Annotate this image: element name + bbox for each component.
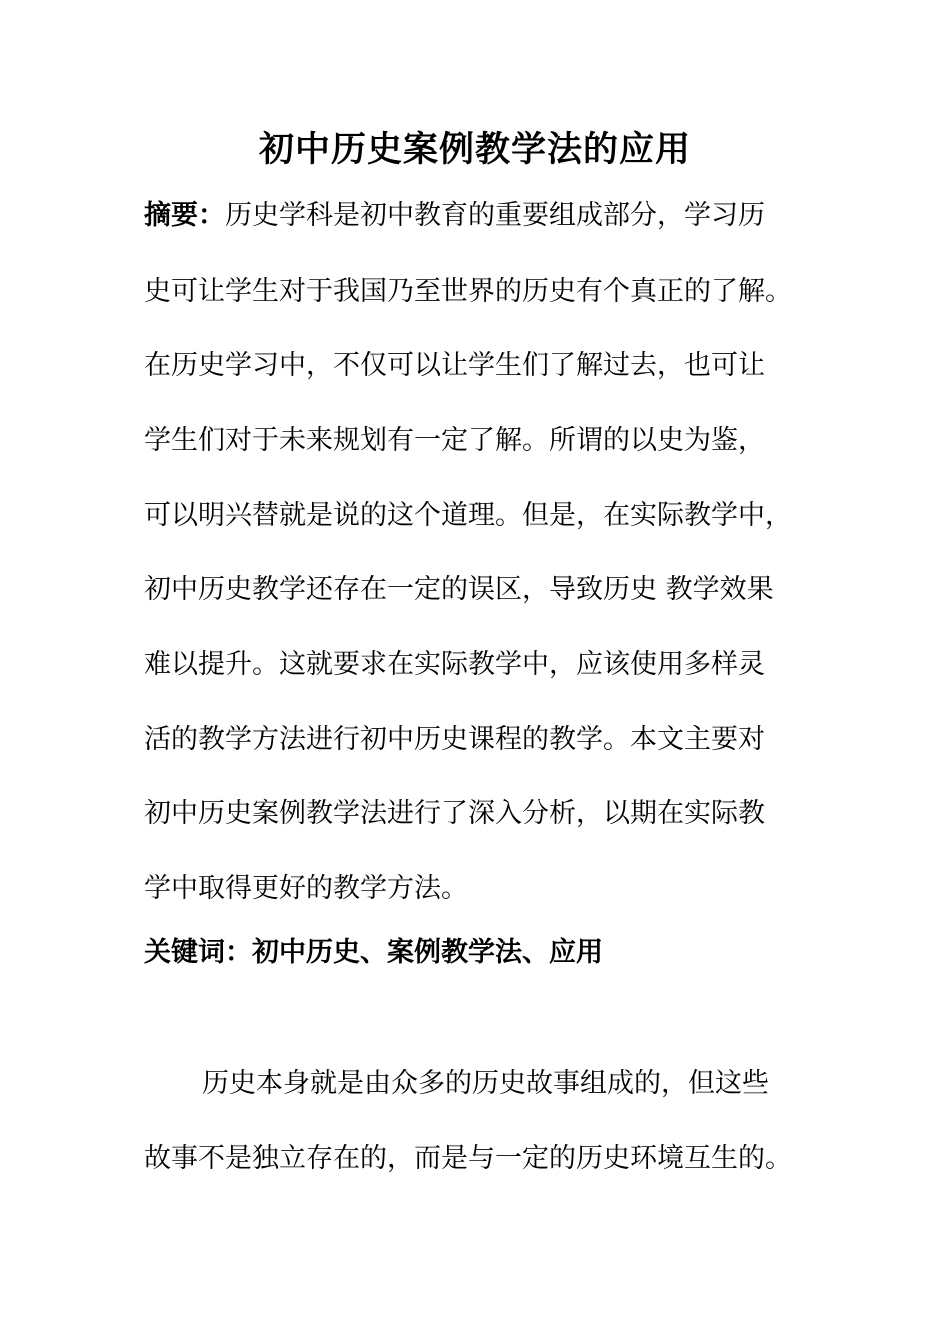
abstract-line: 初中历史案例教学法进行了深入分析，以期在实际教 bbox=[144, 798, 765, 829]
abstract-line: 在历史学习中，不仅可以让学生们了解过去，也可让 bbox=[144, 350, 765, 381]
abstract-line: 活的教学方法进行初中历史课程的教学。本文主要对 bbox=[144, 724, 765, 755]
document-title: 初中历史案例教学法的应用 bbox=[258, 129, 691, 170]
abstract-label: 摘要： bbox=[144, 200, 225, 231]
abstract-line: 可以明兴替就是说的这个道理。但是，在实际教学中， bbox=[144, 500, 792, 531]
body-paragraph-line: 故事不是独立存在的，而是与一定的历史环境互生的。 bbox=[144, 1143, 792, 1174]
keywords-label: 关键词： bbox=[144, 937, 252, 968]
abstract-line: 学中取得更好的教学方法。 bbox=[144, 873, 468, 904]
abstract-line: 初中历史教学还存在一定的误区，导致历史 教学效果 bbox=[144, 574, 774, 605]
keywords-line bbox=[144, 933, 824, 973]
abstract-line: 难以提升。这就要求在实际教学中，应该使用多样灵 bbox=[144, 649, 765, 680]
body-paragraph-line: 历史本身就是由众多的历史故事组成的，但这些 bbox=[202, 1068, 769, 1099]
abstract-line bbox=[144, 196, 824, 236]
keywords-text: 初中历史、案例教学法、应用 bbox=[252, 937, 603, 968]
abstract-text: 历史学科是初中教育的重要组成部分，学习历 bbox=[225, 200, 765, 231]
abstract-line: 学生们对于未来规划有一定了解。所谓的以史为鉴， bbox=[144, 425, 765, 456]
abstract-line: 史可让学生对于我国乃至世界的历史有个真正的了解。 bbox=[144, 276, 792, 307]
